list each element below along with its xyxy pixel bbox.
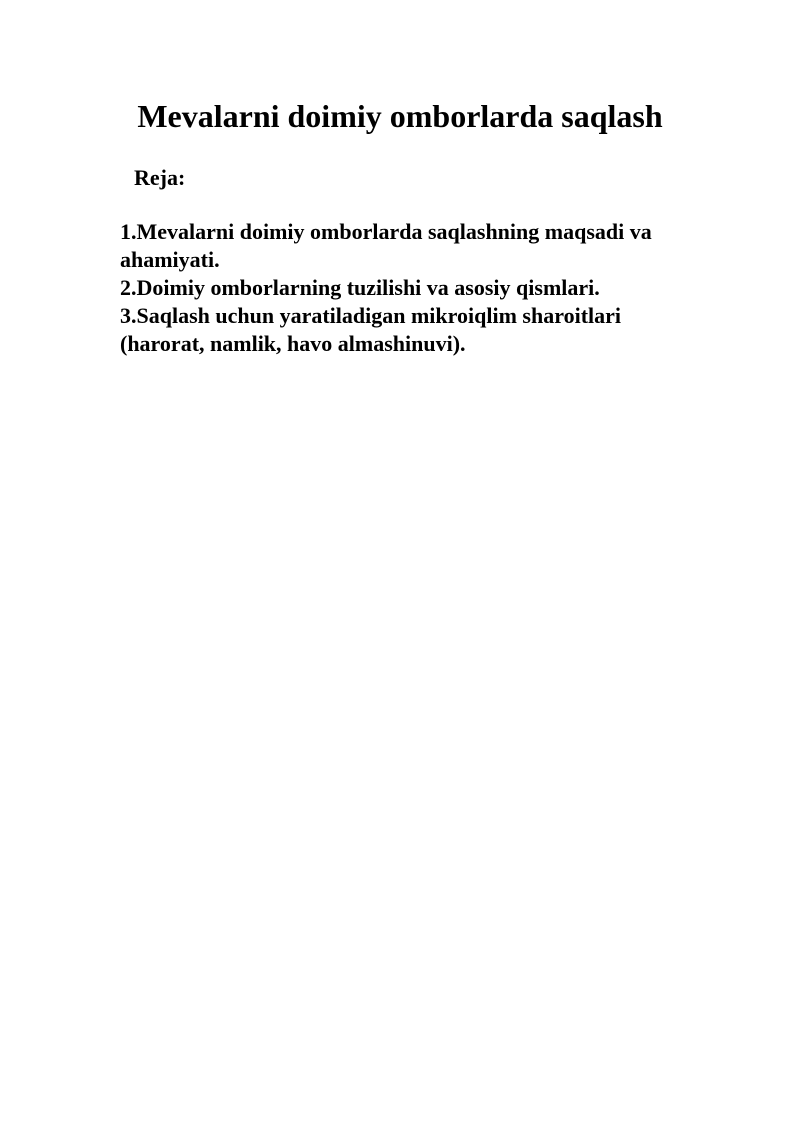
plan-heading: Reja:	[134, 165, 186, 190]
plan-item-3: 3.Saqlash uchun yaratiladigan mikroiqlim sharoitlari (harorat, namlik, havo almashinuvi).	[120, 303, 622, 356]
plan-item-1: 1.Mevalarni doimiy omborlarda saqlashning maqsadi va ahamiyati.	[120, 219, 652, 272]
document-title: Mevalarni doimiy omborlarda saqlash	[137, 98, 663, 134]
plan-list	[120, 218, 690, 358]
plan-item-2: 2.Doimiy omborlarning tuzilishi va asosiy qismlari.	[120, 275, 600, 300]
